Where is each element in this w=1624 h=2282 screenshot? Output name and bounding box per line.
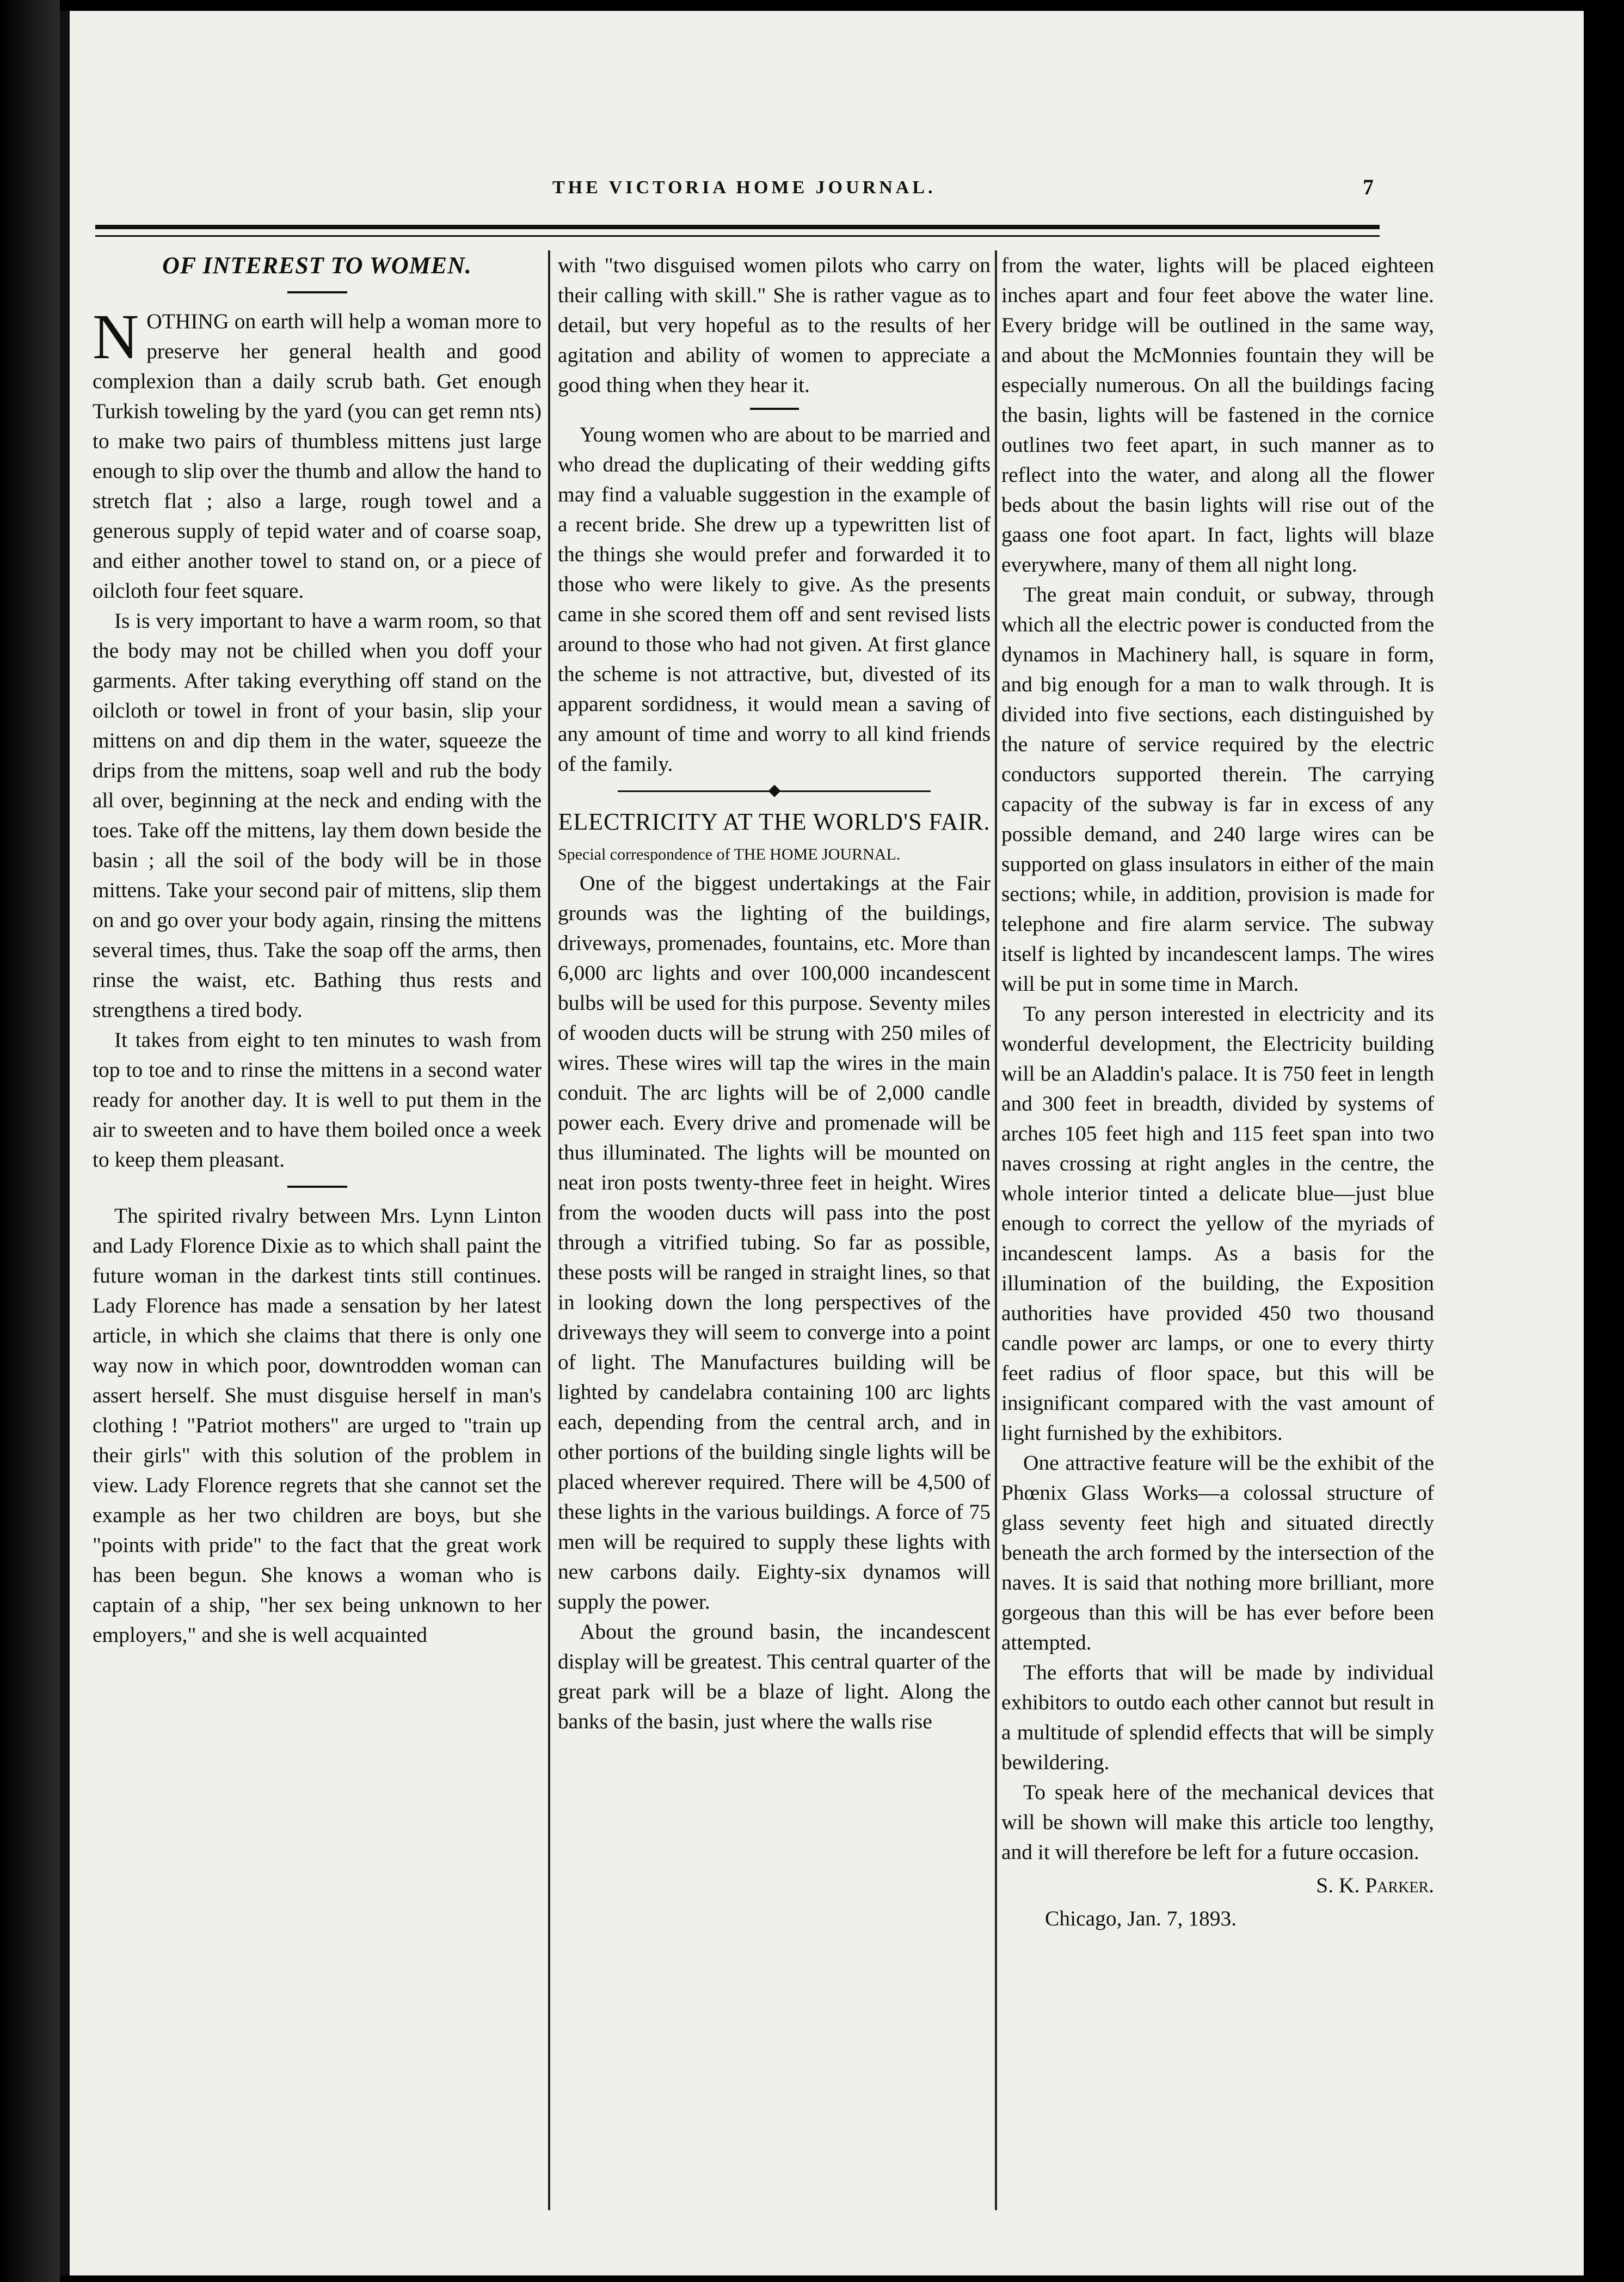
- author-signature: S. K. Parker.: [1316, 1873, 1434, 1897]
- column-divider-2: [995, 250, 997, 2210]
- journal-title: THE VICTORIA HOME JOURNAL.: [552, 177, 936, 198]
- column-1: [93, 250, 542, 2210]
- diamond-ornament-icon: [768, 785, 780, 798]
- article-paragraph: To any person interested in electricity and its wonderful development, the Electricity building will be an Aladdin's palace. It is 750 feet in length and 300 feet in breadth, divided by systems of arches 105 feet high and 115 feet span into two naves crossing at right angles in the centre, the whole interior tinted a delicate blue—just blue enough to correct the yellow of the myriads of incandescent lamps. As a basis for the illumination of the building, the Exposition authorities have provided 450 two thousand candle power arc lamps, or one to every thirty feet radius of floor space, but this will be insignificant compared with the vast amount of light furnished by the exhibitors.: [1001, 1002, 1434, 1445]
- column-divider-1: [548, 250, 550, 2210]
- article-paragraph: It takes from eight to ten minutes to wash from top to toe and to rinse the mittens in a second water ready for another day. It is well to put them in the air to sweeten and to have them boiled once a week to keep them pleasant.: [93, 1028, 542, 1171]
- article-paragraph: Is is very important to have a warm room, so that the body may not be chilled when you doff your garments. After taking everything off stand on the oilcloth or towel in front of your basin, slip your mittens on and dip them in the water, squeeze the drips from the mittens, soap well and rub the body all over, beginning at the neck and ending with the toes. Take off the mittens, lay them down beside the basin ; all the soil of the body will be in those mittens. Take your second pair of mittens, slip them on and go over your body again, rinsing the mittens several times, thus. Take the soap off the arms, then rinse the waist, etc. Bathing thus rests and strengthens a tired body.: [93, 609, 542, 1022]
- article-paragraph: Young women who are about to be married and who dread the duplicating of their wedding gifts may find a valuable suggestion in the example of a recent bride. She drew up a typewritten list of the things she would prefer and forwarded it to those who were likely to give. As the presents came in she scored them off and sent revised lists around to those who had not given. At first glance the scheme is not attractive, but, divested of its apparent sordidness, it would mean a saving of any amount of time and worry to all kind friends of the family.: [558, 422, 991, 776]
- article-paragraph: NOTHING on earth will help a woman more to preserve her general health and good complexion than a daily scrub bath. Get enough Turkish toweling by the yard (you can get remn nts) to make two pairs of thumbless mittens just large enough to slip over the thumb and allow the hand to stretch flat ; also a large, rough towel and a generous supply of tepid water and of coarse soap, and either another towel to stand on, or a piece of oilcloth four feet square.: [93, 301, 542, 603]
- section-dash: [750, 408, 799, 410]
- page-number: 7: [1363, 175, 1377, 199]
- section-dash: [287, 291, 347, 293]
- drop-cap: N: [93, 301, 139, 372]
- article-paragraph: The efforts that will be made by individual exhibitors to outdo each other cannot but result in a multitude of splendid effects that will be simply bewildering.: [1001, 1660, 1434, 1774]
- section-dash: [287, 1186, 347, 1188]
- header-rule-thick: [95, 225, 1380, 229]
- article-paragraph: with "two disguised women pilots who carry on their calling with skill." She is rather vague as to detail, but very hopeful as to the results of her agitation and ability of women to appreciate a good thing when they hear it.: [558, 253, 991, 397]
- newspaper-page: [60, 11, 1584, 2275]
- article-paragraph: One attractive feature will be the exhibit of the Phœnix Glass Works—a colossal structure of glass seventy feet high and situated directly beneath the arch formed by the intersection of the naves. It is said that nothing more brilliant, more gorgeous than this will be has ever before been attempted.: [1001, 1451, 1434, 1654]
- column-3: [1001, 250, 1434, 2210]
- article-paragraph: from the water, lights will be placed eighteen inches apart and four feet above the water line. Every bridge will be outlined in the same way, and about the McMonnies fountain they will be especially numerous. On all the buildings facing the basin, lights will be fastened in the cornice outlines two feet apart, in such manner as to reflect into the water, and along all the flower beds about the basin lights will rise out of the gaass one foot apart. In fact, lights will blaze everywhere, many of them all night long.: [1001, 253, 1434, 576]
- article-paragraph: The great main conduit, or subway, through which all the electric power is conducted from the dynamos in Machinery hall, is square in form, and big enough for a man to walk through. It is divided into five sections, each distinguished by the nature of service required by the electric conductors supported therein. The carrying capacity of the subway is far in excess of any possible demand, and 240 large wires can be supported on glass insulators in either of the main sections; while, in addition, provision is made for telephone and fire alarm service. The subway itself is lighted by incandescent lamps. The wires will be put in some time in March.: [1001, 582, 1434, 996]
- article-paragraph: One of the biggest undertakings at the Fair grounds was the lighting of the buildings, driveways, promenades, fountains, etc. More than 6,000 arc lights and over 100,000 incandescent bulbs will be used for this purpose. Seventy miles of wooden ducts will be strung with 250 miles of wires. These wires will tap the wires in the main conduit. The arc lights will be of 2,000 candle power each. Every drive and promenade will be thus illuminated. The lights will be mounted on neat iron posts twenty-three feet in height. Wires from the wooden ducts will pass into the post through a vitrified tubing. So far as possible, these posts will be ranged in straight lines, so that in looking down the long perspectives of the driveways they will seem to converge into a point of light. The Manufactures building will be lighted by candelabra containing 100 arc lights each, depending from the central arch, and in other portions of the building single lights will be placed wherever required. There will be 4,500 of these lights in the various buildings. A force of 75 men will be required to supply these lights with new carbons daily. Eighty-six dynamos will supply the power.: [558, 871, 991, 1614]
- binding-spine: [60, 11, 70, 2275]
- diamond-rule: [558, 783, 991, 800]
- article-paragraph: About the ground basin, the incandescent display will be greatest. This central quarter of the great park will be a blaze of light. Along the banks of the basin, just where the walls rise: [558, 1620, 991, 1733]
- correspondence-line: Special correspondence of THE HOME JOURNAL.: [558, 845, 901, 863]
- header-rule-thin: [95, 235, 1380, 237]
- column-2: [558, 250, 991, 2210]
- article-paragraph: To speak here of the mechanical devices that will be shown will make this article too lengthy, and it will therefore be left for a future occasion.: [1001, 1780, 1434, 1864]
- section-title-women: OF INTEREST TO WOMEN.: [162, 252, 472, 279]
- section-title-electricity: ELECTRICITY AT THE WORLD'S FAIR.: [558, 808, 991, 835]
- article-paragraph: The spirited rivalry between Mrs. Lynn Linton and Lady Florence Dixie as to which shall paint the future woman in the darkest tints still continues. Lady Florence has made a sensation by her latest article, in which she claims that there is only one way now in which poor, downtrodden woman can assert herself. She must disguise herself in man's clothing ! "Patriot mothers" are urged to "train up their girls" with this solution of the problem in view. Lady Florence regrets that she cannot set the example as her two children are boys, but she "points with pride" to the fact that the great work has been begun. She knows a woman who is captain of a ship, "her sex being unknown to her employers," and she is well acquainted: [93, 1204, 542, 1647]
- scan-left-margin: [0, 0, 60, 2282]
- running-header: [98, 174, 1377, 207]
- dateline: Chicago, Jan. 7, 1893.: [1045, 1906, 1237, 1930]
